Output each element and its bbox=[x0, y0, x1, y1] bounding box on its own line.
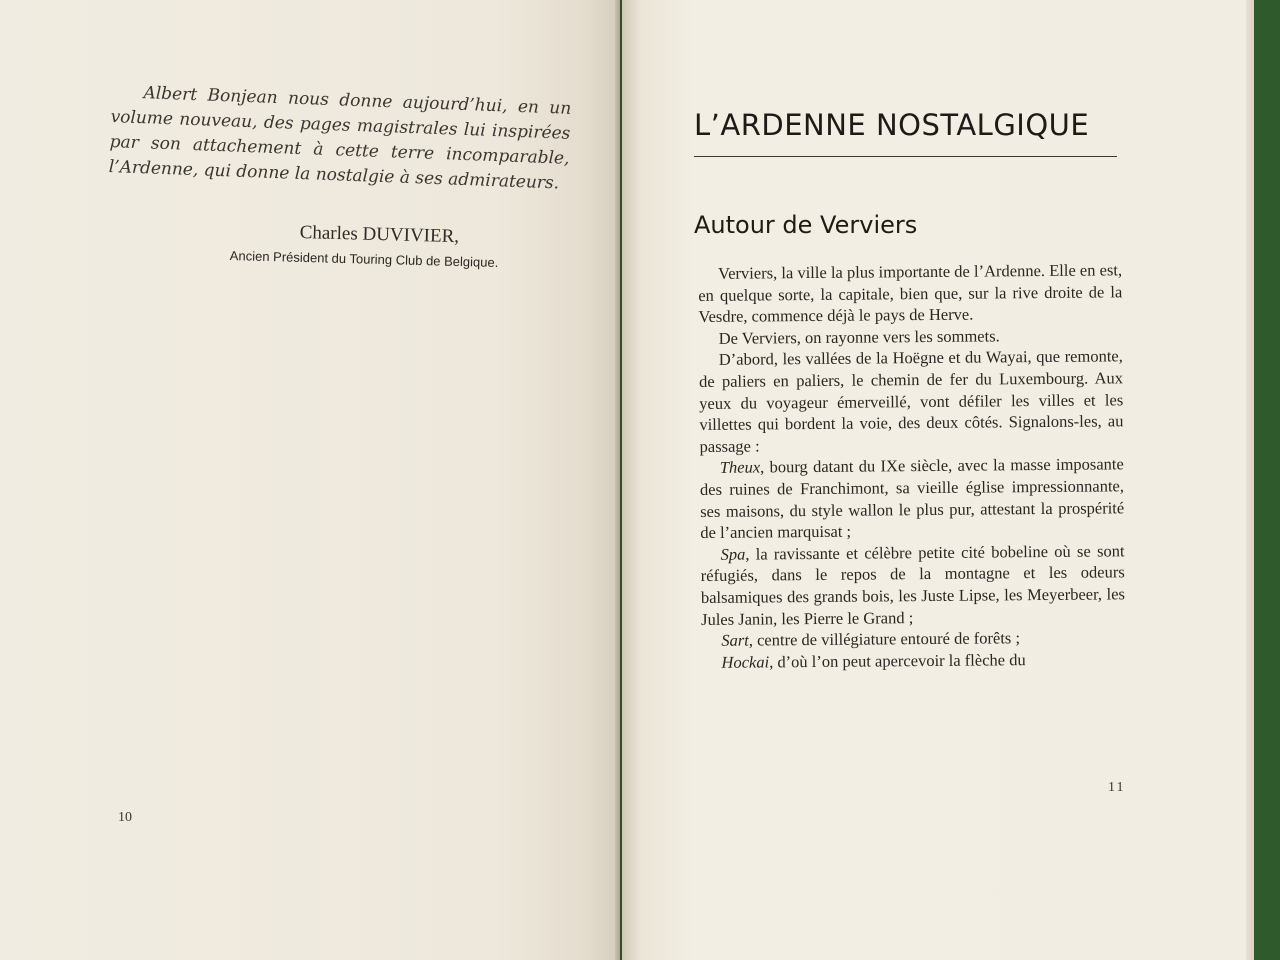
body-text bbox=[698, 259, 1126, 673]
page-edge bbox=[1246, 0, 1254, 960]
place-name: Spa bbox=[720, 544, 746, 564]
paragraph: De Verviers, on rayonne vers les sommets. bbox=[718, 326, 1000, 348]
chapter-title: L’ARDENNE NOSTALGIQUE bbox=[694, 108, 1090, 142]
quote-text: Albert Bonjean nous donne aujourd’hui, en un volume nouveau, des pages magistrales lui inspirées par son attachement à cette terre incomparable, l’Ardenne, qui donne la nostalgie à ses admirateurs. bbox=[108, 83, 572, 194]
signature-role: Ancien Président du Touring Club de Belgique. bbox=[229, 248, 499, 271]
paragraph: Verviers, la ville la plus importante de l’Ardenne. Elle en est, en quelque sorte, la capitale, bien que, sur la rive droite de la Vesdre, commence déjà le pays de Herve. bbox=[698, 260, 1123, 327]
place-name: Theux bbox=[719, 457, 761, 478]
paragraph: D’abord, les vallées de la Hoëgne et du Wayai, que remonte, de paliers en paliers, le chemin de fer du Luxembourg. Aux yeux du voyageur émerveillé, vont défiler les villes et les villettes qui bordent la voie, des deux côtés. Signalons-les, au passage : bbox=[698, 346, 1124, 456]
signature-name: Charles DUVIVIER, bbox=[299, 222, 460, 248]
page-number-right: 11 bbox=[1108, 780, 1126, 795]
section-title: Autour de Verviers bbox=[694, 211, 918, 239]
page-number-left: 10 bbox=[118, 810, 132, 825]
dedication-quote bbox=[108, 80, 571, 197]
title-rule bbox=[694, 156, 1117, 157]
left-page bbox=[0, 0, 620, 960]
place-name: Hockai bbox=[721, 652, 770, 672]
paragraph: Sart, centre de villégiature entouré de forêts ; bbox=[721, 628, 1021, 650]
right-page bbox=[622, 0, 1247, 960]
paragraph: Hockai, d’où l’on peut apercevoir la flèche du bbox=[721, 649, 1026, 672]
place-name: Sart bbox=[721, 630, 749, 650]
paragraph: Theux, bourg datant du IXe siècle, avec la masse imposante des ruines de Franchimont, sa vieille église impressionnante, ses maisons, du style wallon le plus pur, attestant la prospérité de l’ancien marquisat ; bbox=[699, 454, 1125, 543]
paragraph: Spa, la ravissante et célèbre petite cité bobeline où se sont réfugiés, dans le repos de la montagne et les odeurs balsamiques des grands bois, les Juste Lipse, les Meyerbeer, les Jules Janin, les Pierre le Grand ; bbox=[700, 541, 1125, 629]
